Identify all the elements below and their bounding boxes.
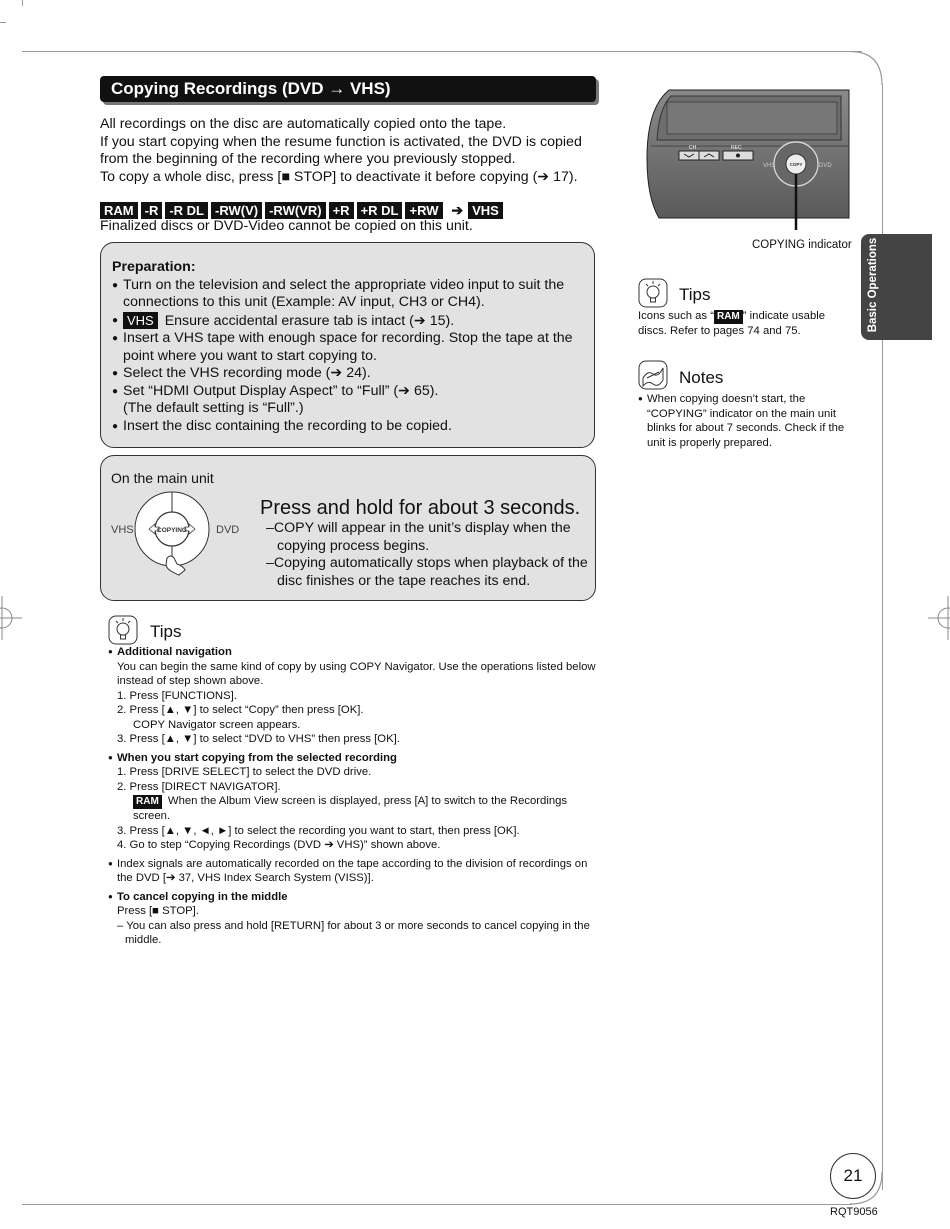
device-ch-label: CH [689, 145, 697, 151]
disc-tag: -RW(V) [211, 202, 262, 219]
section-title-bar [100, 76, 596, 102]
intro-line: from the beginning of the recording where you previously stopped. [100, 151, 516, 167]
main-unit-note: –COPY will appear in the unit’s display when the copying process begins. [266, 520, 571, 554]
registration-mark-right [926, 596, 950, 640]
corner-mark-tl2 [0, 22, 6, 23]
document-code: RQT9056 [830, 1206, 878, 1218]
side-tab-label: Basic Operations [867, 237, 879, 333]
tips-step: 1. Press [DRIVE SELECT] to select the DVD drive. [117, 766, 372, 778]
ram-tag: RAM [133, 795, 162, 809]
tips-step: 2. Press [▲, ▼] to select “Copy” then press [OK]. [117, 704, 364, 716]
right-notes-title: Notes [679, 368, 724, 387]
tips-icon [638, 278, 668, 308]
device-vhs-label: VHS [763, 163, 776, 169]
disc-tag: -R DL [165, 202, 208, 219]
tips-step: 3. Press [▲, ▼, ◄, ►] to select the recording you want to start, then press [OK]. [117, 824, 520, 837]
tips-step: 1. Press [FUNCTIONS]. [117, 689, 237, 702]
list-item: ● Insert the disc containing the recording to be copied. [112, 418, 584, 436]
list-item: ● Insert a VHS tape with enough space for recording. Stop the tape at the point where you want to start copying to. [112, 330, 584, 365]
intro-line: To copy a whole disc, press [■ STOP] to deactivate it before copying (➔ 17). [100, 168, 578, 185]
finalized-note: Finalized discs or DVD-Video cannot be copied on this unit. [100, 218, 473, 234]
tips-step-note: RAM When the Album View screen is displayed, press [A] to switch to the Recordings screen. [133, 795, 568, 822]
device-dvd-label: DVD [819, 163, 832, 169]
tips-additional-title: ● Additional navigation [117, 646, 232, 658]
tips-cancel-title: ● To cancel copying in the middle [117, 890, 288, 903]
tips-item [108, 751, 598, 853]
corner-mark-tl [22, 0, 23, 6]
main-unit-box [100, 455, 596, 601]
device-copy-label: COPY [789, 162, 803, 167]
arrow-icon: ➔ [451, 202, 464, 218]
page-frame-top [22, 51, 862, 52]
disc-tag: -R [141, 202, 163, 219]
copying-indicator-caption: COPYING indicator [752, 239, 852, 251]
registration-mark-left [0, 596, 24, 640]
tips-step-note: COPY Navigator screen appears. [133, 718, 301, 731]
intro-line: All recordings on the disc are automatically copied onto the tape. [100, 116, 507, 132]
tips-selected-title: ● When you start copying from the selected recording [117, 751, 397, 764]
tips-cancel-text: Press [■ STOP]. [117, 905, 199, 917]
preparation-heading: Preparation: [112, 259, 196, 275]
main-unit-label: On the main unit [111, 470, 214, 486]
main-unit-notes [266, 520, 596, 590]
main-unit-note: –Copying automatically stops when playback of the disc finishes or the tape reaches its end. [266, 555, 588, 589]
dial-right-label: DVD [216, 524, 239, 536]
ram-tag: RAM [714, 310, 743, 324]
right-tips-title: Tips [679, 285, 711, 304]
tips-body [108, 645, 598, 952]
dial-center-label: COPYING [157, 527, 187, 534]
intro-line: If you start copying when the resume function is activated, the DVD is copied [100, 133, 582, 150]
page-number: 21 [830, 1153, 876, 1199]
tips-cancel-dash: – You can also press and hold [RETURN] for about 3 or more seconds to cancel copying in the middle. [117, 919, 590, 946]
tips-title: Tips [150, 622, 182, 641]
right-tips-text: Icons such as “ RAM ” indicate usable discs. Refer to pages 74 and 75. [638, 310, 826, 337]
right-notes-text: ● When copying doesn’t start, the “COPYING” indicator on the main unit blinks for about 7 seconds. Check if the unit is properly prepared. [638, 393, 845, 449]
disc-tag: +RW [405, 202, 442, 219]
tips-step: 2. Press [DIRECT NAVIGATOR]. [117, 780, 281, 793]
tips-item [108, 857, 598, 886]
preparation-list [112, 277, 584, 436]
preparation-box [100, 242, 595, 448]
tips-step: 4. Go to step “Copying Recordings (DVD ➔ VHS)” shown above. [117, 839, 441, 851]
disc-tag: +R [329, 202, 354, 219]
disc-tag: RAM [100, 202, 138, 219]
intro-text [100, 116, 610, 186]
default-note: (The default setting is “Full”.) [123, 400, 304, 416]
page-frame-corner [850, 51, 884, 85]
list-item: ● Select the VHS recording mode (➔ 24). [112, 365, 584, 383]
device-illustration [645, 88, 855, 234]
bullet-icon: ● [638, 394, 643, 403]
list-item: ● Turn on the television and select the appropriate video input to suit the connections to this unit (Example: AV input, CH3 or CH4). [112, 277, 584, 312]
page-frame-bottom [22, 1204, 852, 1205]
section-side-tab [861, 234, 932, 340]
tips-step: 3. Press [▲, ▼] to select “DVD to VHS” then press [OK]. [117, 733, 400, 745]
tips-icon [108, 615, 138, 645]
vhs-tag: VHS [468, 202, 503, 219]
tips-additional-text: You can begin the same kind of copy by using COPY Navigator. Use the operations listed below instead of step shown above. [117, 660, 596, 687]
tips-item [108, 645, 598, 747]
notes-icon [638, 360, 668, 390]
disc-tag-row [100, 202, 506, 219]
disc-tag: -RW(VR) [265, 202, 325, 219]
list-item: ● VHS Ensure accidental erasure tab is intact (➔ 15). [112, 312, 584, 331]
section-title: Copying Recordings (DVD → VHS) [111, 79, 391, 98]
list-item: ● Set “HDMI Output Display Aspect” to “Full” (➔ 65). (The default setting is “Full”.) [112, 383, 584, 418]
dial-left-label: VHS [111, 524, 134, 536]
disc-tag: +R DL [357, 202, 403, 219]
copying-dial-icon [109, 488, 239, 580]
main-unit-instruction: Press and hold for about 3 seconds. [260, 497, 581, 519]
tips-item [108, 890, 598, 948]
vhs-tag: VHS [123, 312, 158, 329]
device-rec-label: REC [731, 145, 742, 151]
tips-index-text: ● Index signals are automatically recorded on the tape according to the division of recordings on the DVD [➔ 37, VHS Index Search System (VISS)]. [117, 857, 588, 884]
